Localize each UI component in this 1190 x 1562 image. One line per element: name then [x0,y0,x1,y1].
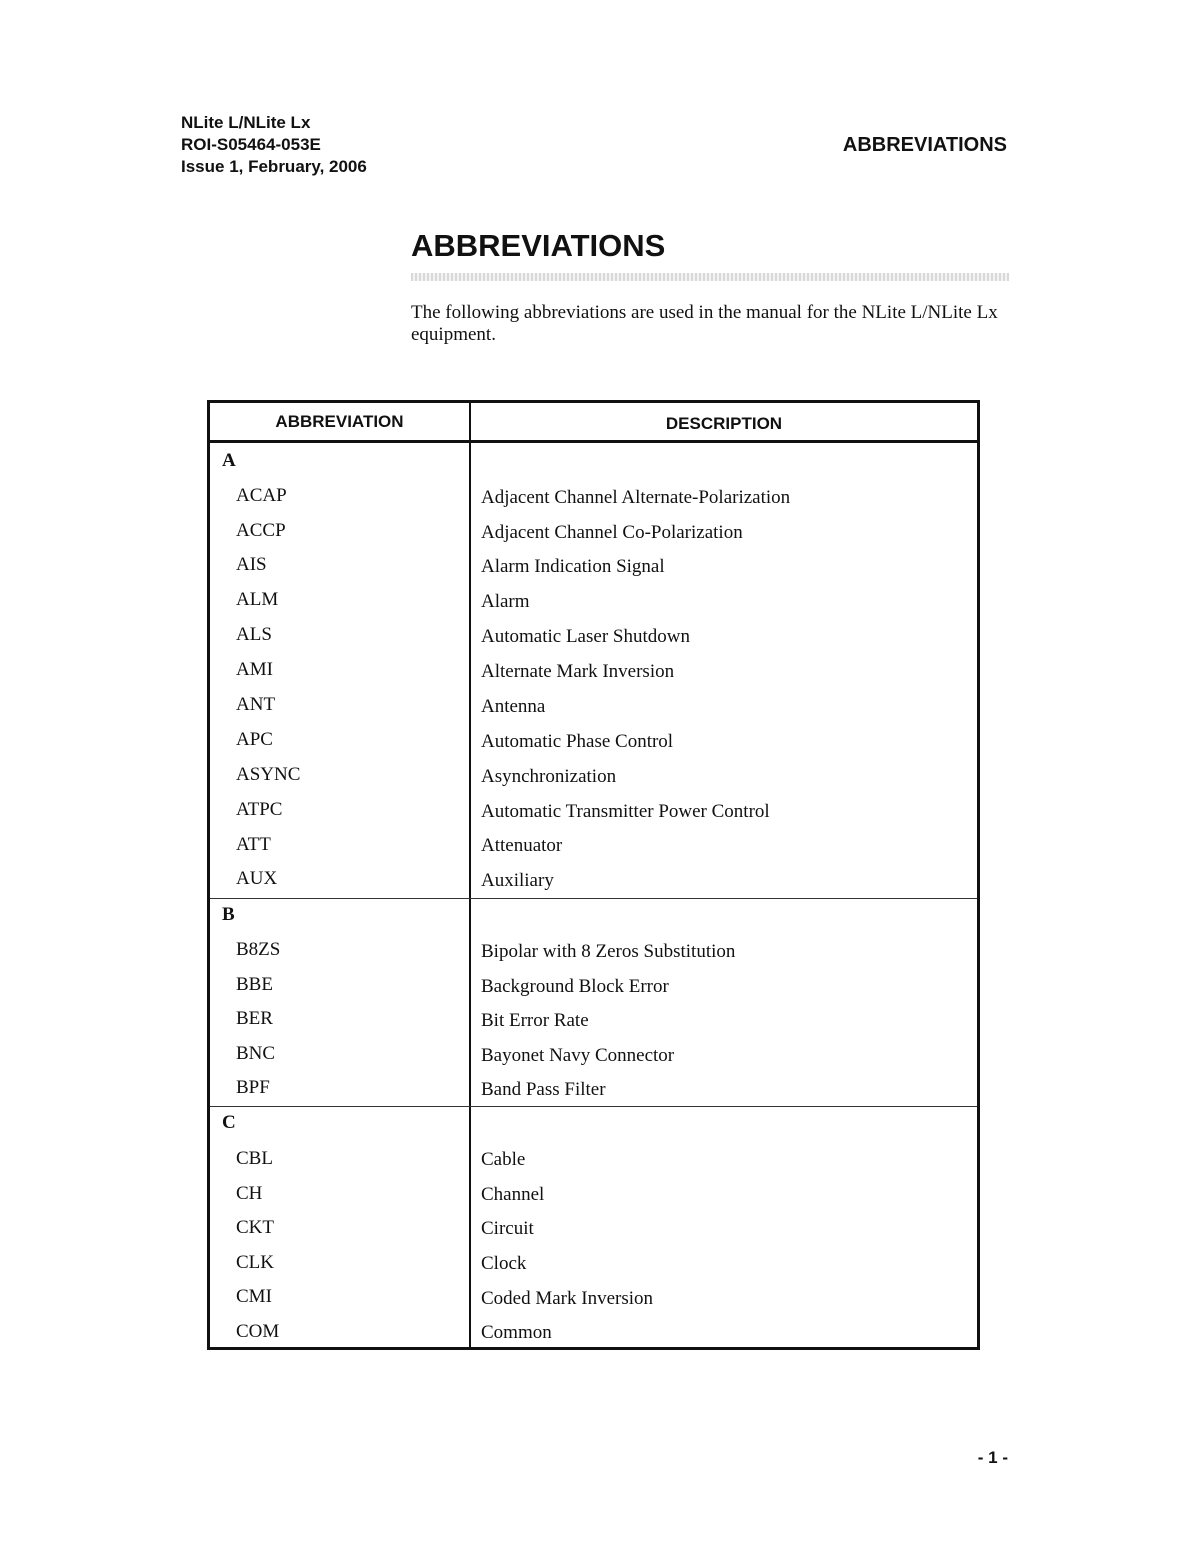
abbr-cell: APC [236,729,273,750]
desc-cell: Bipolar with 8 Zeros Substitution [481,941,736,962]
page-number: - 1 - [977,1448,1008,1467]
abbr-cell: CLK [236,1252,274,1273]
desc-cell: Cable [481,1149,526,1170]
abbr-cell: BPF [236,1077,270,1098]
abbr-cell: AMI [236,659,273,680]
abbr-cell: ANT [236,694,276,715]
desc-cell: Adjacent Channel Alternate-Polarization [481,487,791,508]
page-title: ABBREVIATIONS [411,228,666,263]
desc-cell: Alarm [481,591,530,612]
desc-cell: Automatic Laser Shutdown [481,626,690,647]
desc-cell: Alternate Mark Inversion [481,661,675,682]
document-header-info [181,112,367,178]
desc-cell: Channel [481,1184,545,1205]
desc-cell: Antenna [481,696,546,717]
abbr-cell: ACCP [236,520,286,541]
abbr-cell: ATPC [236,799,283,820]
desc-cell: Circuit [481,1218,534,1239]
desc-cell: Band Pass Filter [481,1079,606,1100]
section-header: ABBREVIATIONS [842,134,1007,156]
abbr-cell: BER [236,1008,273,1029]
section-divider [210,1106,977,1107]
abbr-cell: ATT [236,834,271,855]
abbr-cell: ASYNC [236,764,301,785]
abbr-cell: ALM [236,589,279,610]
table-header [210,403,977,443]
abbr-cell: AIS [236,554,267,575]
abbr-cell: AUX [236,868,278,889]
desc-cell: Automatic Transmitter Power Control [481,801,770,822]
abbr-cell: BNC [236,1043,276,1064]
section-divider [210,898,977,899]
abbr-cell: ALS [236,624,272,645]
product-name: NLite L/NLite Lx [181,113,311,132]
desc-cell: Bayonet Navy Connector [481,1045,675,1066]
abbr-cell: B8ZS [236,939,281,960]
section-letter-a: A [222,450,236,471]
section-letter-c: C [222,1112,236,1133]
abbr-cell: BBE [236,974,273,995]
desc-cell: Automatic Phase Control [481,731,674,752]
section-letter-b: B [222,904,235,925]
desc-cell: Alarm Indication Signal [481,556,665,577]
desc-cell: Auxiliary [481,870,554,891]
abbr-cell: CH [236,1183,263,1204]
abbreviations-table [207,400,980,1350]
header-description: DESCRIPTION [665,414,783,433]
desc-cell: Bit Error Rate [481,1010,589,1031]
desc-cell: Attenuator [481,835,563,856]
issue-date: Issue 1, February, 2006 [181,157,367,176]
abbr-cell: COM [236,1321,280,1342]
title-underline [411,273,1009,281]
desc-cell: Coded Mark Inversion [481,1288,654,1309]
desc-cell: Adjacent Channel Co-Polarization [481,522,743,543]
document-number: ROI-S05464-053E [181,135,321,154]
intro-paragraph: The following abbreviations are used in the manual for the NLite L/NLite Lx equipment. [411,302,998,345]
abbr-cell: ACAP [236,485,287,506]
desc-cell: Asynchronization [481,766,617,787]
header-abbreviation: ABBREVIATION [275,412,404,431]
abbr-cell: CKT [236,1217,274,1238]
desc-cell: Clock [481,1253,527,1274]
abbr-cell: CBL [236,1148,273,1169]
desc-cell: Common [481,1322,552,1343]
column-divider [469,403,471,1347]
abbr-cell: CMI [236,1286,272,1307]
desc-cell: Background Block Error [481,976,669,997]
